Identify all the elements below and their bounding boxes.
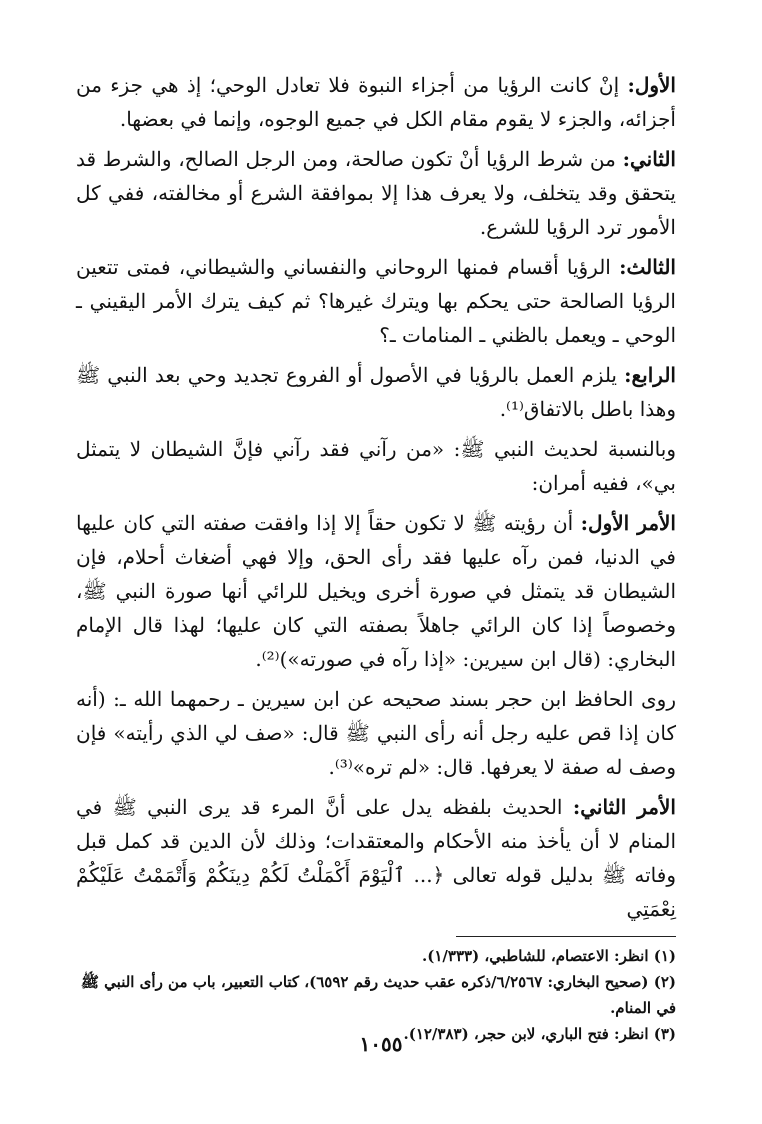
paragraph-matter-one xyxy=(76,506,676,676)
paragraph-text: الرؤيا أقسام فمنها الروحاني والنفساني والشيطاني، فمتى تتعين الرؤيا الصالحة حتى يحكم بها ويترك غيرها؟ ثم كيف يترك الأمر اليقيني ـ الوحي ـ ويعمل بالظني ـ المنامات ـ؟ xyxy=(76,255,676,347)
main-text xyxy=(76,68,676,926)
paragraph-text: من شرط الرؤيا أنْ تكون صالحة، ومن الرجل الصالح، والشرط قد يتحقق وقد يتخلف، ولا يعرف هذا إلا بموافقة الشرع أو مخالفته، ففي كل الأمور ترد الرؤيا للشرع. xyxy=(76,147,676,239)
paragraph-text: إنْ كانت الرؤيا من أجزاء النبوة فلا تعادل الوحي؛ إذ هي جزء من أجزائه، والجزء لا يقوم مقام الكل في جميع الوجوه، وإنما في بعضها. xyxy=(76,73,676,131)
paragraph-text: وبالنسبة لحديث النبي ﷺ: «من رآني فقد رآني فإنَّ الشيطان لا يتمثل بي»، ففيه أمران: xyxy=(76,437,676,495)
footnote-separator xyxy=(456,936,676,943)
paragraph-lead: الثالث: xyxy=(619,255,676,279)
paragraph-lead: الأمر الثاني: xyxy=(572,795,676,819)
footnote-item: (١) انظر: الاعتصام، للشاطبي، (١/٣٣٣). xyxy=(422,947,676,965)
footnote-item: (٣) انظر: فتح الباري، لابن حجر، (١٢/٣٨٣). xyxy=(403,1025,676,1043)
paragraph-lead: الرابع: xyxy=(624,363,676,387)
paragraph-text: يلزم العمل بالرؤيا في الأصول أو الفروع تجديد وحي بعد النبي ﷺ وهذا باطل بالاتفاق⁽¹⁾. xyxy=(76,363,676,421)
paragraph-hadith xyxy=(76,432,676,500)
paragraph-first xyxy=(76,68,676,136)
paragraph-second xyxy=(76,142,676,244)
paragraph-fourth xyxy=(76,358,676,426)
paragraph-text: أن رؤيته ﷺ لا تكون حقاً إلا إذا وافقت صفته التي كان عليها في الدنيا، فمن رآه عليها فقد رأى الحق، وإلا فهي أضغاث أحلام، فإن الشيطان قد يتمثل في صورة أخرى ويخيل للرائي أنها صورة النبي ﷺ، وخصوصاً إذا كان الرائي جاهلاً بصفته التي كان عليها؛ لهذا قال الإمام البخاري: (قال ابن سيرين: «إذا رآه في صورته»)⁽²⁾. xyxy=(76,511,676,671)
page-number: ١٠٥٥ xyxy=(359,1032,403,1056)
footnote-item: (٢) (صحيح البخاري: ٦/٢٥٦٧/ذكره عقب حديث رقم ٦٥٩٢)، كتاب التعبير، باب من رأى النبي ﷺ في المنام. xyxy=(80,973,676,1017)
paragraph-text: روى الحافظ ابن حجر بسند صحيحه عن ابن سيرين ـ رحمهما الله ـ: (أنه كان إذا قص عليه رجل أنه رأى النبي ﷺ قال: «صف لي الذي رأيته» فإن وصف له صفة لا يعرفها. قال: «لم تره»⁽³⁾. xyxy=(76,687,676,779)
paragraph-lead: الأول: xyxy=(627,73,676,97)
paragraph-lead: الثاني: xyxy=(622,147,676,171)
paragraph-matter-two xyxy=(76,790,676,926)
paragraph-ibn-hajar xyxy=(76,682,676,784)
paragraph-text: الحديث بلفظه يدل على أنَّ المرء قد يرى النبي ﷺ في المنام لا أن يأخذ منه الأحكام والمعتقدات؛ وذلك لأن الدين قد كمل قبل وفاته ﷺ بدليل قوله تعالى ﴿... ٱلْيَوْمَ أَكْمَلْتُ لَكُمْ دِينَكُمْ وَأَتْمَمْتُ عَلَيْكُمْ نِعْمَتِي xyxy=(76,795,676,921)
paragraph-third xyxy=(76,250,676,352)
paragraph-lead: الأمر الأول: xyxy=(580,511,676,535)
